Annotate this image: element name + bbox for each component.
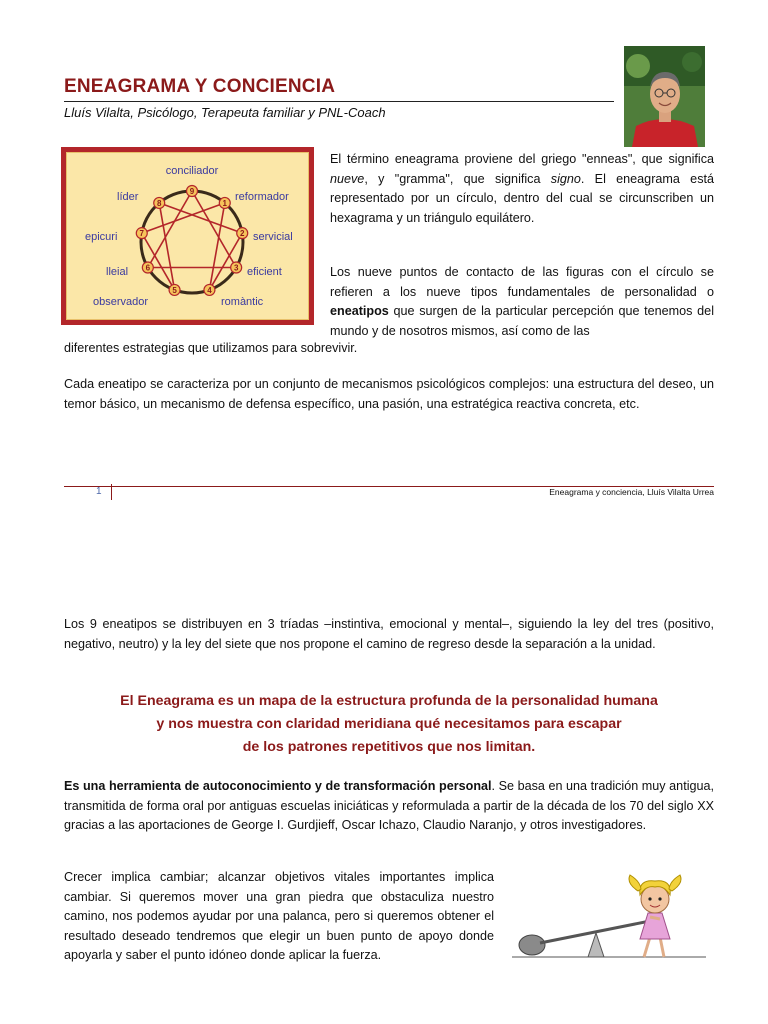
intro-p1-text-a: El término eneagrama proviene del griego "enneas", que significa <box>330 152 714 166</box>
enneagram-diagram <box>61 147 314 325</box>
label-romantic: romàntic <box>221 296 264 308</box>
intro-paragraph-3: Cada eneatipo se caracteriza por un conjunto de mecanismos psicológicos complejos: una estructura del deseo, un temor básico, un mecanismo de defensa específico, una pasión, una estratégica reactiva concreta, etc. <box>64 377 714 411</box>
label-observador: observador <box>93 296 149 308</box>
label-conciliador: conciliador <box>165 165 219 177</box>
enneagram-point-4 <box>204 284 215 295</box>
enneagram-number-7: 7 <box>139 229 145 239</box>
enneagram-point-8 <box>154 197 165 208</box>
enneagram-number-5: 5 <box>172 285 177 295</box>
label-reformador: reformador <box>235 191 289 203</box>
body-paragraph-triads: Los 9 eneatipos se distribuyen en 3 tríadas –instintiva, emocional y mental–, siguiendo la ley del tres (positivo, negativo, neutro) y la ley del siete que nos propone el camino de regreso desde la separación a la unidad. <box>64 617 714 651</box>
enneagram-number-8: 8 <box>156 198 162 208</box>
enneagram-point-6 <box>142 262 153 273</box>
quote-line-3: de los patrones repetitivos que nos limitan. <box>242 739 536 755</box>
page-number: 1 <box>96 486 102 497</box>
intro-paragraph-2 <box>330 263 714 341</box>
p5-text: . Se basa en una tradición muy antigua, transmitida de forma oral por antiguas escuelas iniciáticas y reformulada a partir de la década de los 70 del siglo XX gracias a las aportaciones de George I. Gurdjieff, Oscar Ichazo, Claudio Naranjo, y otros investigadores. <box>64 779 714 832</box>
lever-illustration <box>510 873 710 963</box>
intro-p2-eneatipos: eneatipos <box>330 304 389 318</box>
enneagram-number-3: 3 <box>233 263 239 273</box>
label-eficient: eficient <box>247 266 282 278</box>
enneagram-point-7 <box>136 228 147 239</box>
document-title: ENEAGRAMA Y CONCIENCIA <box>64 76 336 97</box>
label-lleial: lleial <box>106 266 129 278</box>
intro-p1-text-c: . El eneagrama está representado por un círculo, dentro del cual se circunscriben un hexagrama y un triángulo equilátero. <box>330 171 714 225</box>
author-line: Lluís Vilalta, Psicólogo, Terapeuta familiar y PNL-Coach <box>64 105 386 120</box>
enneagram-number-9: 9 <box>189 187 195 196</box>
enneagram-point-5 <box>169 284 180 295</box>
body-paragraph-change: Crecer implica cambiar; alcanzar objetivos vitales importantes implica cambiar. Si queremos mover una gran piedra que obstaculiza nuestro camino, nos podemos ayudar por una palanca, pero si queremos obtener el resultado deseado tendremos que elegir un buen punto de apoyo donde apoyarla y saber el punto idóneo donde aplicar la fuerza. <box>64 870 494 962</box>
label-epicuri: epicuri <box>85 231 118 243</box>
label-servicial: servicial <box>253 231 293 243</box>
enneagram-point-2 <box>237 228 248 239</box>
running-footer: Eneagrama y conciencia, Lluís Vilalta Urrea <box>549 487 714 497</box>
quote-line-2: y nos muestra con claridad meridiana qué necesitamos para escapar <box>156 716 622 732</box>
enneagram-number-2: 2 <box>239 229 245 239</box>
enneagram-figure <box>67 153 308 319</box>
p5-bold-lead: Es una herramienta de autoconocimiento y de transformación personal <box>64 779 492 793</box>
intro-p1-nueve: nueve <box>330 171 365 186</box>
enneagram-number-4: 4 <box>207 285 212 295</box>
enneagram-point-1 <box>219 197 230 208</box>
intro-p2-text-b: que surgen de la particular percepción que tenemos del mundo y de nosotros mismos, así como de las <box>330 304 714 338</box>
intro-p1-text-b: , y "gramma", que significa <box>364 171 551 186</box>
title-divider <box>64 101 614 102</box>
highlight-quote <box>64 690 714 759</box>
footer-tick <box>111 484 112 500</box>
intro-p1-signo: signo <box>550 171 581 186</box>
quote-line-1: El Eneagrama es un mapa de la estructura profunda de la personalidad humana <box>120 693 658 709</box>
enneagram-number-1: 1 <box>222 198 228 208</box>
enneagram-number-6: 6 <box>145 263 151 273</box>
intro-p2-text-a: Los nueve puntos de contacto de las figuras con el círculo se refieren a los nueve tipos fundamentales de personalidad o <box>330 265 714 299</box>
body-paragraph-tool <box>64 777 714 836</box>
label-lider: líder <box>117 191 139 203</box>
enneagram-point-3 <box>231 262 242 273</box>
enneagram-diagram-panel <box>66 152 309 320</box>
intro-paragraph-2-continued: diferentes estrategias que utilizamos para sobrevivir. <box>64 341 358 355</box>
enneagram-point-9 <box>187 186 198 197</box>
intro-paragraph-1 <box>330 150 714 228</box>
author-photo <box>624 46 705 147</box>
